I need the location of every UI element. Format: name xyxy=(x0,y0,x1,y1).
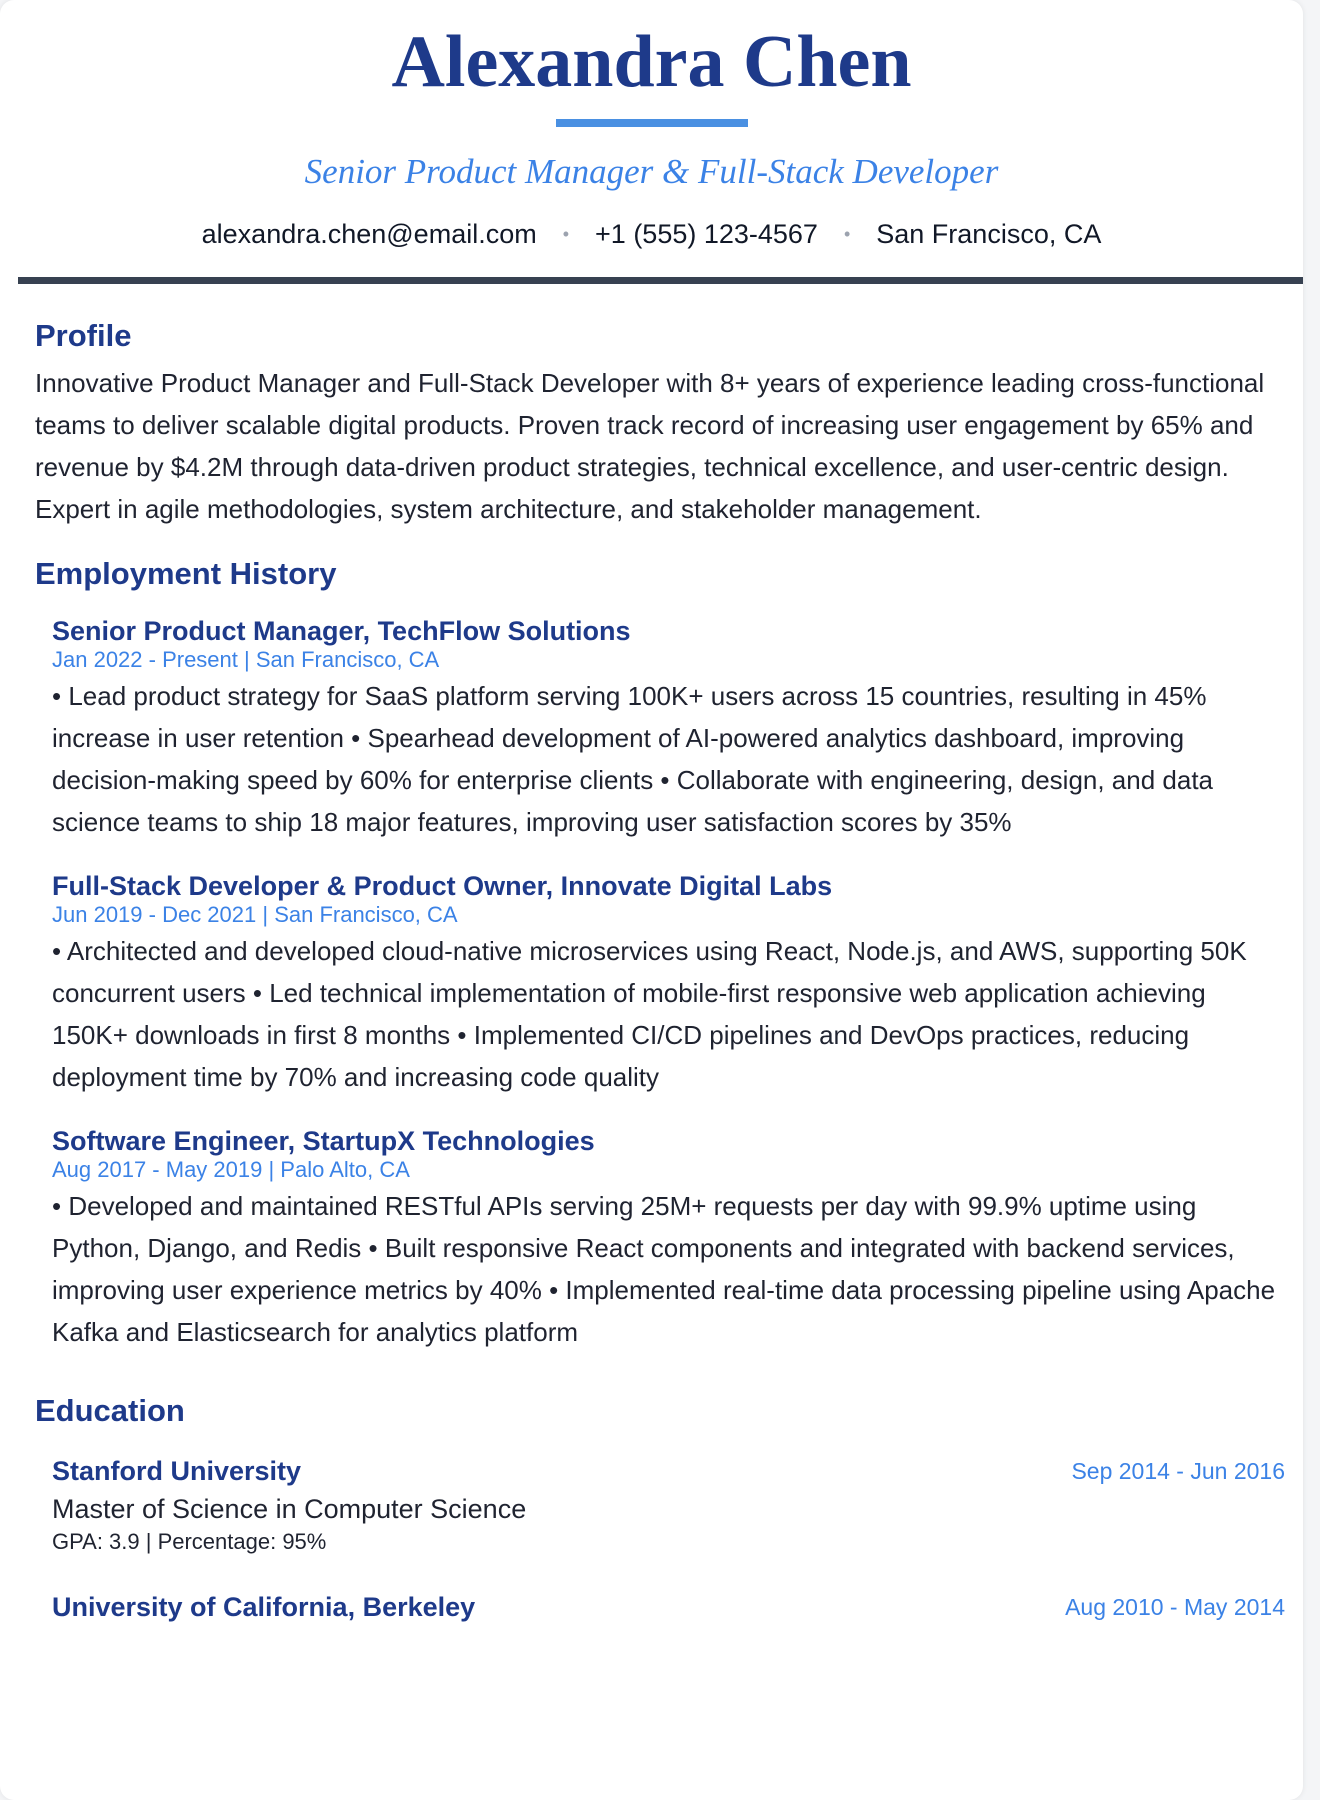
section-title-profile: Profile xyxy=(35,318,132,353)
job-meta: Jun 2019 - Dec 2021 | San Francisco, CA xyxy=(52,902,458,927)
profile-section xyxy=(35,318,1285,530)
job-entry xyxy=(52,871,1285,1098)
job-title: Software Engineer, StartupX Technologies xyxy=(52,1126,595,1156)
section-title-employment: Employment History xyxy=(35,556,337,591)
employment-section xyxy=(35,556,1285,1353)
section-title-education: Education xyxy=(35,1393,185,1428)
resume-body xyxy=(35,318,1285,1623)
job-meta: Jan 2022 - Present | San Francisco, CA xyxy=(52,647,440,672)
job-description: • Architected and developed cloud-native microservices using React, Node.js, and AWS, supporting 50K concurrent users • Led technical implementation of mobile-first responsive web application achieving 150K+ downloads in first 8 months • Implemented CI/CD pipelines and DevOps practices, reducing deployment time by 70% and increasing code quality xyxy=(52,936,1247,1092)
contact-email[interactable]: alexandra.chen@email.com xyxy=(201,219,537,249)
candidate-name: Alexandra Chen xyxy=(391,21,912,103)
education-degree: Master of Science in Computer Science xyxy=(52,1494,527,1524)
job-description: • Lead product strategy for SaaS platform serving 100K+ users across 15 countries, resulting in 45% increase in user retention • Spearhead development of AI-powered analytics dashboard, improving decision-making speed by 60% for enterprise clients • Collaborate with engineering, design, and data science teams to ship 18 major features, improving user satisfaction scores by 35% xyxy=(52,681,1214,837)
job-entry xyxy=(52,1126,1285,1353)
profile-summary: Innovative Product Manager and Full-Stack Developer with 8+ years of experience leading cross-functional teams to deliver scalable digital products. Proven track record of increasing user engagement by 65% and revenue by $4.2M through data-driven product strategies, technical excellence, and user-centric design. Expert in agile methodologies, system architecture, and stakeholder management. xyxy=(35,368,1265,524)
education-school: Stanford University xyxy=(52,1456,302,1486)
job-title: Senior Product Manager, TechFlow Solutions xyxy=(52,616,631,646)
job-title: Full-Stack Developer & Product Owner, Innovate Digital Labs xyxy=(52,871,833,901)
job-entry xyxy=(52,616,1285,843)
education-section xyxy=(35,1393,1285,1623)
education-school: University of California, Berkeley xyxy=(52,1592,476,1622)
education-dates: Sep 2014 - Jun 2016 xyxy=(1071,1458,1285,1484)
contact-line xyxy=(0,218,1303,253)
education-entry xyxy=(52,1591,1285,1623)
education-details: GPA: 3.9 | Percentage: 95% xyxy=(52,1529,327,1554)
job-meta: Aug 2017 - May 2019 | Palo Alto, CA xyxy=(52,1157,410,1182)
contact-location: San Francisco, CA xyxy=(876,219,1102,249)
candidate-tagline: Senior Product Manager & Full-Stack Developer xyxy=(304,152,999,191)
header-divider xyxy=(18,277,1303,284)
name-underline xyxy=(556,119,748,127)
contact-separator: • xyxy=(562,224,570,244)
education-entry xyxy=(52,1455,1285,1557)
contact-separator: • xyxy=(843,224,851,244)
contact-phone[interactable]: +1 (555) 123-4567 xyxy=(595,219,818,249)
resume-header xyxy=(0,0,1303,253)
job-description: • Developed and maintained RESTful APIs serving 25M+ requests per day with 99.9% uptime using Python, Django, and Redis • Built responsive React components and integrated with backend services, improving user experience metrics by 40% • Implemented real-time data processing pipeline using Apache Kafka and Elasticsearch for analytics platform xyxy=(52,1191,1276,1347)
education-dates: Aug 2010 - May 2014 xyxy=(1065,1594,1285,1620)
